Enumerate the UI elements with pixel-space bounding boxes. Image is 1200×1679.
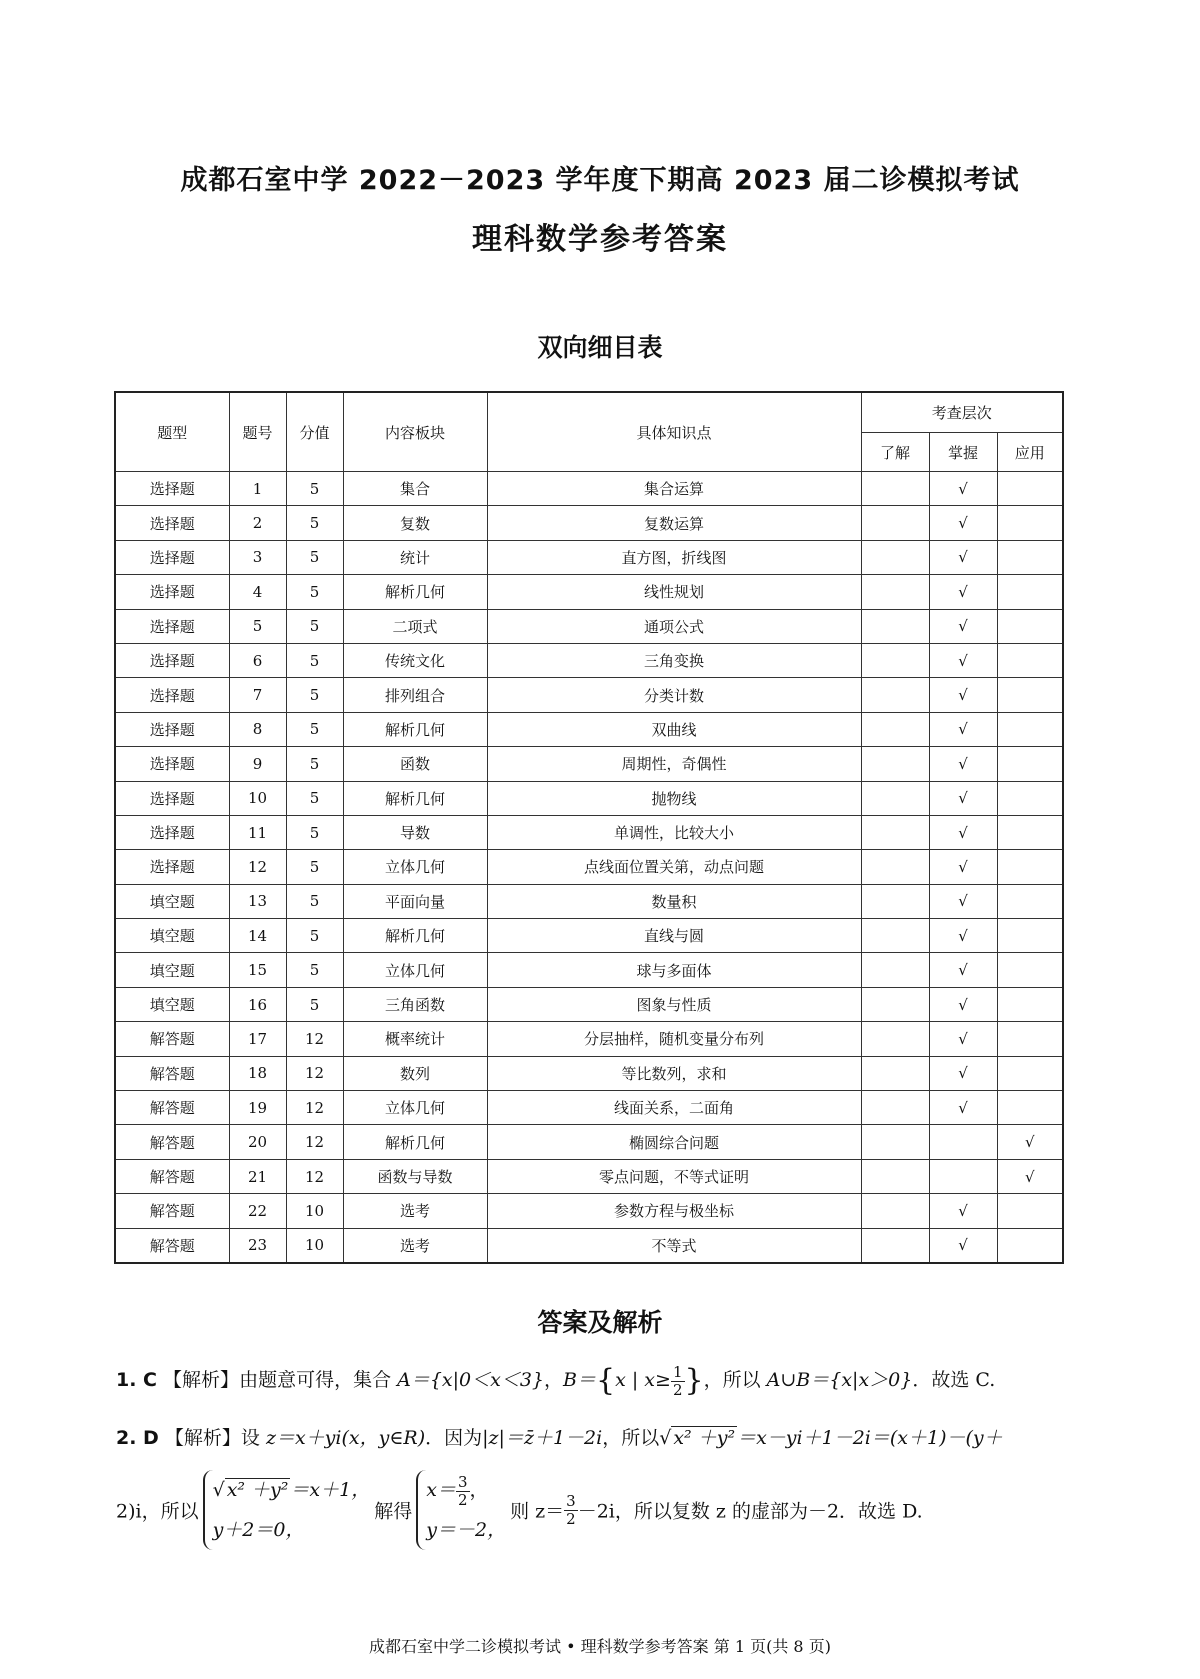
table-cell-module: 集合 (343, 472, 487, 506)
table-cell-master (929, 1125, 997, 1159)
table-cell-type: 选择题 (115, 506, 229, 540)
table-cell-module: 平面向量 (343, 884, 487, 918)
table-cell-point: 不等式 (487, 1228, 861, 1263)
table-cell-master: √ (929, 850, 997, 884)
table-cell-no: 9 (229, 747, 286, 781)
table-cell-no: 18 (229, 1056, 286, 1090)
table-cell-apply (997, 540, 1063, 574)
table-row (115, 781, 1063, 815)
table-cell-point: 参数方程与极坐标 (487, 1194, 861, 1228)
page-title-line1: 成都石室中学 2022－2023 学年度下期高 2023 届二诊模拟考试 (180, 165, 1020, 196)
table-cell-apply (997, 781, 1063, 815)
table-cell-point: 数量积 (487, 884, 861, 918)
table-row (115, 815, 1063, 849)
answer-2-system-1: √ x² ＋y² ＝x＋1， y＋2＝0， (203, 1470, 371, 1550)
table-cell-module: 立体几何 (343, 1091, 487, 1125)
table-cell-understand (861, 953, 929, 987)
table-cell-score: 5 (286, 953, 343, 987)
header-level: 考查层次 (861, 392, 1063, 433)
table-row (115, 506, 1063, 540)
table-cell-understand (861, 815, 929, 849)
table-cell-score: 5 (286, 850, 343, 884)
table-row (115, 1194, 1063, 1228)
table-cell-score: 5 (286, 815, 343, 849)
answer-1-union: A∪B＝{x|x＞0} (766, 1369, 913, 1391)
table-row (115, 987, 1063, 1021)
table-cell-module: 复数 (343, 506, 487, 540)
table-cell-module: 解析几何 (343, 919, 487, 953)
table-cell-no: 11 (229, 815, 286, 849)
table-cell-type: 选择题 (115, 472, 229, 506)
table-cell-no: 2 (229, 506, 286, 540)
header-level-understand: 了解 (861, 433, 929, 472)
table-cell-apply (997, 712, 1063, 746)
table-cell-understand (861, 472, 929, 506)
table-cell-apply (997, 815, 1063, 849)
table-cell-module: 传统文化 (343, 643, 487, 677)
table-cell-score: 12 (286, 1091, 343, 1125)
table-row (115, 1091, 1063, 1125)
table-cell-module: 三角函数 (343, 987, 487, 1021)
table-cell-no: 1 (229, 472, 286, 506)
table-cell-apply (997, 1194, 1063, 1228)
table-cell-point: 线性规划 (487, 575, 861, 609)
table-cell-type: 选择题 (115, 575, 229, 609)
table-cell-score: 12 (286, 1056, 343, 1090)
table-cell-score: 5 (286, 506, 343, 540)
table-cell-master: √ (929, 815, 997, 849)
table-cell-module: 解析几何 (343, 781, 487, 815)
table-cell-no: 4 (229, 575, 286, 609)
table-cell-understand (861, 575, 929, 609)
table-cell-type: 选择题 (115, 815, 229, 849)
table-cell-apply (997, 884, 1063, 918)
table-cell-score: 5 (286, 919, 343, 953)
table-cell-apply (997, 609, 1063, 643)
table-cell-no: 22 (229, 1194, 286, 1228)
header-module: 内容板块 (343, 392, 487, 472)
answer-1-text-a: 由题意可得，集合 (239, 1369, 398, 1391)
table-cell-master: √ (929, 747, 997, 781)
table-row (115, 643, 1063, 677)
table-cell-score: 5 (286, 884, 343, 918)
answer-1-fraction: $\frac{1}{2}$ (672, 1362, 683, 1399)
table-cell-type: 解答题 (115, 1091, 229, 1125)
table-cell-master: √ (929, 540, 997, 574)
table-cell-type: 解答题 (115, 1159, 229, 1193)
table-row (115, 1159, 1063, 1193)
table-cell-point: 抛物线 (487, 781, 861, 815)
table-cell-master: √ (929, 987, 997, 1021)
table-cell-no: 14 (229, 919, 286, 953)
table-cell-score: 5 (286, 643, 343, 677)
table-cell-module: 二项式 (343, 609, 487, 643)
table-cell-point: 周期性，奇偶性 (487, 747, 861, 781)
table-cell-no: 20 (229, 1125, 286, 1159)
table-cell-score: 5 (286, 575, 343, 609)
answer-1-set-b-inner: x | x≥ (615, 1369, 671, 1391)
table-cell-module: 选考 (343, 1228, 487, 1263)
table-cell-point: 双曲线 (487, 712, 861, 746)
table-cell-type: 选择题 (115, 747, 229, 781)
table-row (115, 1022, 1063, 1056)
answer-2-line1-d: ＝x－yi＋1－2i＝(x＋1)－(y＋ (737, 1427, 1003, 1449)
table-cell-type: 选择题 (115, 678, 229, 712)
header-number: 题号 (229, 392, 286, 472)
table-cell-understand (861, 781, 929, 815)
table-cell-apply (997, 1022, 1063, 1056)
table-cell-no: 15 (229, 953, 286, 987)
table-row (115, 609, 1063, 643)
table-cell-master: √ (929, 472, 997, 506)
table-cell-type: 解答题 (115, 1228, 229, 1263)
table-cell-apply (997, 1228, 1063, 1263)
table-row (115, 884, 1063, 918)
table-cell-module: 函数与导数 (343, 1159, 487, 1193)
table-cell-master: √ (929, 781, 997, 815)
table-cell-no: 3 (229, 540, 286, 574)
table-row (115, 1056, 1063, 1090)
table-cell-type: 选择题 (115, 781, 229, 815)
table-cell-point: 点线面位置关第，动点问题 (487, 850, 861, 884)
header-type: 题型 (115, 392, 229, 472)
table-cell-point: 线面关系，二面角 (487, 1091, 861, 1125)
table-cell-type: 填空题 (115, 919, 229, 953)
table-cell-master: √ (929, 1194, 997, 1228)
table-cell-master: √ (929, 953, 997, 987)
table-cell-master: √ (929, 506, 997, 540)
table-row (115, 1125, 1063, 1159)
table-cell-module: 解析几何 (343, 575, 487, 609)
table-cell-point: 等比数列，求和 (487, 1056, 861, 1090)
table-cell-understand (861, 850, 929, 884)
table-cell-apply (997, 1056, 1063, 1090)
table-cell-point: 集合运算 (487, 472, 861, 506)
table-cell-master: √ (929, 919, 997, 953)
table-cell-no: 10 (229, 781, 286, 815)
table-cell-apply (997, 953, 1063, 987)
answer-1-tag: 【解析】 (163, 1369, 240, 1391)
table-cell-master: √ (929, 1228, 997, 1263)
table-cell-understand (861, 506, 929, 540)
table-cell-score: 5 (286, 747, 343, 781)
answer-2-sqrt: x² ＋y² (673, 1427, 736, 1449)
table-cell-understand (861, 678, 929, 712)
answer-1 (116, 1360, 1076, 1401)
table-cell-understand (861, 987, 929, 1021)
table-cell-point: 通项公式 (487, 609, 861, 643)
header-knowledge: 具体知识点 (487, 392, 861, 472)
answer-2-line1-c: ，所以 (602, 1427, 660, 1449)
table-cell-point: 零点问题，不等式证明 (487, 1159, 861, 1193)
answer-1-text-d: ．故选 C. (912, 1369, 996, 1391)
table-cell-understand (861, 1091, 929, 1125)
page-title-line2: 理科数学参考答案 (472, 222, 728, 257)
table-cell-module: 函数 (343, 747, 487, 781)
answer-1-set-a: A＝{x|0＜x＜3} (397, 1369, 545, 1391)
table-cell-point: 复数运算 (487, 506, 861, 540)
table-cell-master: √ (929, 1056, 997, 1090)
table-cell-no: 23 (229, 1228, 286, 1263)
table-cell-score: 12 (286, 1159, 343, 1193)
table-cell-master: √ (929, 643, 997, 677)
table-row (115, 540, 1063, 574)
table-cell-apply (997, 919, 1063, 953)
table-cell-master (929, 1159, 997, 1193)
table-cell-understand (861, 1194, 929, 1228)
answer-2-line1-b: ．因为 (425, 1427, 483, 1449)
table-cell-understand (861, 1228, 929, 1263)
table-cell-understand (861, 1159, 929, 1193)
table-cell-type: 解答题 (115, 1125, 229, 1159)
table-cell-score: 5 (286, 987, 343, 1021)
table-row (115, 472, 1063, 506)
table-cell-no: 5 (229, 609, 286, 643)
table-cell-no: 12 (229, 850, 286, 884)
answer-1-text-b: ， (544, 1369, 564, 1391)
table-cell-type: 填空题 (115, 953, 229, 987)
answer-2-condition: |z|＝z̄＋1－2i (482, 1427, 603, 1449)
table-cell-score: 5 (286, 540, 343, 574)
table-cell-score: 5 (286, 609, 343, 643)
answer-2-line2-b: 解得 (374, 1500, 413, 1523)
table-cell-master: √ (929, 575, 997, 609)
table-cell-module: 立体几何 (343, 850, 487, 884)
page-footer: 成都石室中学二诊模拟考试 • 理科数学参考答案 第 1 页(共 8 页) (369, 1637, 831, 1656)
table-row (115, 747, 1063, 781)
table-cell-apply (997, 1091, 1063, 1125)
table-cell-understand (861, 884, 929, 918)
table-cell-point: 直线与圆 (487, 919, 861, 953)
table-cell-type: 填空题 (115, 987, 229, 1021)
answer-2-label: 2. D (116, 1427, 159, 1449)
answer-1-text-c: ，所以 (703, 1369, 767, 1391)
table-cell-no: 13 (229, 884, 286, 918)
table-cell-no: 8 (229, 712, 286, 746)
table-cell-understand (861, 540, 929, 574)
table-cell-apply: √ (997, 1159, 1063, 1193)
answer-2-line-1: 2. D 【解析】设 z＝x＋yi(x，y∈R)．因为|z|＝z̄＋1－2i，所以√ x² ＋y² ＝x－yi＋1－2i＝(x＋1)－(y＋ (116, 1427, 1003, 1449)
table-cell-module: 解析几何 (343, 712, 487, 746)
answer-2-z-def: z＝x＋yi(x，y∈R) (265, 1427, 426, 1449)
table-cell-module: 选考 (343, 1194, 487, 1228)
table-cell-module: 统计 (343, 540, 487, 574)
table-cell-master: √ (929, 1022, 997, 1056)
table-cell-score: 5 (286, 678, 343, 712)
table-cell-apply (997, 643, 1063, 677)
table-cell-type: 选择题 (115, 609, 229, 643)
table-cell-apply (997, 747, 1063, 781)
table-cell-understand (861, 1125, 929, 1159)
table-cell-module: 排列组合 (343, 678, 487, 712)
table-cell-point: 图象与性质 (487, 987, 861, 1021)
table-cell-master: √ (929, 678, 997, 712)
table-cell-understand (861, 643, 929, 677)
table-cell-apply (997, 850, 1063, 884)
table-cell-master: √ (929, 884, 997, 918)
table-cell-no: 16 (229, 987, 286, 1021)
answer-2-line2-d: －2i，所以复数 z 的虚部为－2．故选 D. (577, 1500, 923, 1523)
table-cell-point: 球与多面体 (487, 953, 861, 987)
table-cell-apply: √ (997, 1125, 1063, 1159)
table-cell-point: 单调性，比较大小 (487, 815, 861, 849)
table-cell-type: 解答题 (115, 1022, 229, 1056)
answer-1-set-b: {x | x≥ $\frac{1}{2}$ } (596, 1362, 704, 1399)
table-body (115, 472, 1063, 1263)
table-row (115, 850, 1063, 884)
specification-table (114, 391, 1064, 1264)
table-cell-no: 19 (229, 1091, 286, 1125)
table-row (115, 953, 1063, 987)
table-cell-module: 概率统计 (343, 1022, 487, 1056)
table-cell-understand (861, 712, 929, 746)
table-cell-module: 导数 (343, 815, 487, 849)
table-cell-apply (997, 506, 1063, 540)
table-cell-score: 5 (286, 712, 343, 746)
header-score: 分值 (286, 392, 343, 472)
table-cell-score: 10 (286, 1194, 343, 1228)
table-cell-type: 选择题 (115, 850, 229, 884)
table-cell-no: 6 (229, 643, 286, 677)
table-cell-master: √ (929, 609, 997, 643)
table-cell-understand (861, 747, 929, 781)
header-level-master: 掌握 (929, 433, 997, 472)
answer-2-result-fraction: $\frac{3}{2}$ (566, 1491, 576, 1528)
header-level-apply: 应用 (997, 433, 1063, 472)
table-cell-apply (997, 987, 1063, 1021)
table-cell-score: 5 (286, 472, 343, 506)
table-cell-module: 立体几何 (343, 953, 487, 987)
table-cell-no: 21 (229, 1159, 286, 1193)
table-cell-point: 直方图，折线图 (487, 540, 861, 574)
answer-2-line2-c: 则 z＝ (510, 1500, 565, 1523)
table-cell-type: 选择题 (115, 712, 229, 746)
table-cell-score: 12 (286, 1022, 343, 1056)
table-row (115, 1228, 1063, 1263)
table-cell-score: 5 (286, 781, 343, 815)
table-cell-apply (997, 472, 1063, 506)
answer-2-line2-a: 2)i，所以 (116, 1500, 199, 1523)
table-cell-point: 椭圆综合问题 (487, 1125, 861, 1159)
table-cell-point: 三角变换 (487, 643, 861, 677)
table-cell-type: 解答题 (115, 1194, 229, 1228)
table-cell-apply (997, 575, 1063, 609)
answer-2-tag: 【解析】 (164, 1427, 241, 1449)
table-row (115, 575, 1063, 609)
table-cell-master: √ (929, 712, 997, 746)
table-cell-module: 解析几何 (343, 1125, 487, 1159)
answers-section-title: 答案及解析 (537, 1308, 663, 1337)
table-cell-score: 10 (286, 1228, 343, 1263)
table-cell-understand (861, 919, 929, 953)
answer-2-system-2: x＝ $\frac{3}{2}$ ， y＝－2， (416, 1470, 506, 1550)
table-cell-no: 17 (229, 1022, 286, 1056)
table-cell-type: 选择题 (115, 540, 229, 574)
table-cell-point: 分类计数 (487, 678, 861, 712)
table-cell-apply (997, 678, 1063, 712)
table-row (115, 712, 1063, 746)
table-cell-type: 解答题 (115, 1056, 229, 1090)
table-cell-type: 填空题 (115, 884, 229, 918)
table-section-title: 双向细目表 (537, 333, 663, 362)
table-cell-type: 选择题 (115, 643, 229, 677)
answer-2-line-2 (116, 1470, 1076, 1550)
table-cell-understand (861, 1056, 929, 1090)
table-cell-master: √ (929, 1091, 997, 1125)
answer-1-set-b-prefix: B＝ (563, 1369, 597, 1391)
answer-1-label: 1. C (116, 1369, 157, 1391)
table-row (115, 919, 1063, 953)
table-cell-score: 12 (286, 1125, 343, 1159)
table-cell-point: 分层抽样，随机变量分布列 (487, 1022, 861, 1056)
table-cell-understand (861, 609, 929, 643)
table-cell-understand (861, 1022, 929, 1056)
answer-2-line1-a: 设 (240, 1427, 266, 1449)
table-cell-module: 数列 (343, 1056, 487, 1090)
table-cell-no: 7 (229, 678, 286, 712)
table-row (115, 678, 1063, 712)
